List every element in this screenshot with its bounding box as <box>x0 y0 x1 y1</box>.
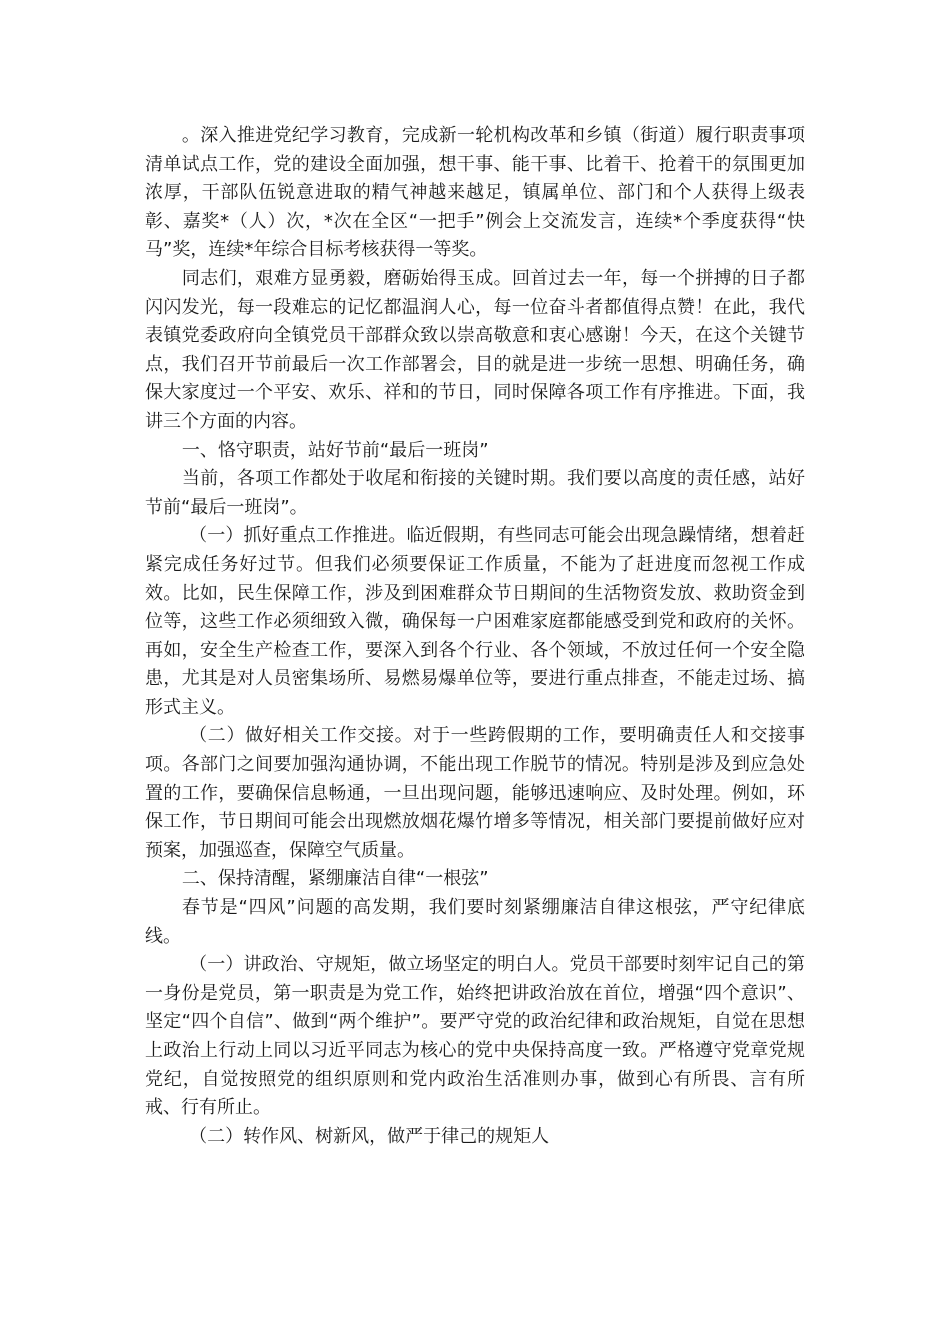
paragraph-section-2-item-1: （一）讲政治、守规矩，做立场坚定的明白人。党员干部要时刻牢记自己的第一身份是党员，第一职责是为党工作，始终把讲政治放在首位，增强“四个意识”、坚定“四个自信”、做到“两个维护”。要严守党的政治纪律和政治规矩，自觉在思想上政治上行动上同以习近平同志为核心的党中央保持高度一致。严格遵守党章党规党纪，自觉按照党的组织原则和党内政治生活准则办事，做到心有所畏、言有所戒、行有所止。 <box>145 954 805 1119</box>
section-heading-2: 二、保持清醒，紧绷廉洁自律“一根弦” <box>181 868 489 890</box>
paragraph-section-1-item-2: （二）做好相关工作交接。对于一些跨假期的工作，要明确责任人和交接事项。各部门之间要加强沟通协调，不能出现工作脱节的情况。特别是涉及到应急处置的工作，要确保信息畅通，一旦出现问题，能够迅速响应、及时处理。例如，环保工作，节日期间可能会出现燃放烟花爆竹增多等情况，相关部门要提前做好应对预案，加强巡查，保障空气质量。 <box>145 725 805 861</box>
paragraph-thanks: 同志们，艰难方显勇毅，磨砺始得玉成。回首过去一年，每一个拼搏的日子都闪闪发光，每一段难忘的记忆都温润人心，每一位奋斗者都值得点赞！在此，我代表镇党委政府向全镇党员干部群众致以崇高敬意和衷心感谢！今天，在这个关键节点，我们召开节前最后一次工作部署会，目的就是进一步统一思想、明确任务，确保大家度过一个平安、欢乐、祥和的节日，同时保障各项工作有序推进。下面，我讲三个方面的内容。 <box>145 267 805 432</box>
paragraph-section-2-intro: 春节是“四风”问题的高发期，我们要时刻紧绷廉洁自律这根弦，严守纪律底线。 <box>145 897 805 947</box>
section-heading-1: 一、恪守职责，站好节前“最后一班岗” <box>181 439 489 461</box>
paragraph-section-2-item-2: （二）转作风、树新风，做严于律己的规矩人 <box>189 1125 550 1147</box>
paragraph-section-1-intro: 当前，各项工作都处于收尾和衔接的关键时期。我们要以高度的责任感，站好节前“最后一班岗”。 <box>145 468 805 518</box>
document-page <box>145 122 805 1151</box>
paragraph-section-1-item-1: （一）抓好重点工作推进。临近假期，有些同志可能会出现急躁情绪，想着赶紧完成任务好过节。但我们必须要保证工作质量，不能为了赶进度而忽视工作成效。比如，民生保障工作，涉及到困难群众节日期间的生活物资发放、救助资金到位等，这些工作必须细致入微，确保每一户困难家庭都能感受到党和政府的关怀。再如，安全生产检查工作，要深入到各个行业、各个领域，不放过任何一个安全隐患，尤其是对人员密集场所、易燃易爆单位等，要进行重点排查，不能走过场、搞形式主义。 <box>145 525 805 718</box>
paragraph-achievements: 。深入推进党纪学习教育，完成新一轮机构改革和乡镇（街道）履行职责事项清单试点工作，党的建设全面加强，想干事、能干事、比着干、抢着干的氛围更加浓厚，干部队伍锐意进取的精气神越来越足，镇属单位、部门和个人获得上级表彰、嘉奖*（人）次，*次在全区“一把手”例会上交流发言，连续*个季度获得“快马”奖，连续*年综合目标考核获得一等奖。 <box>145 125 805 261</box>
